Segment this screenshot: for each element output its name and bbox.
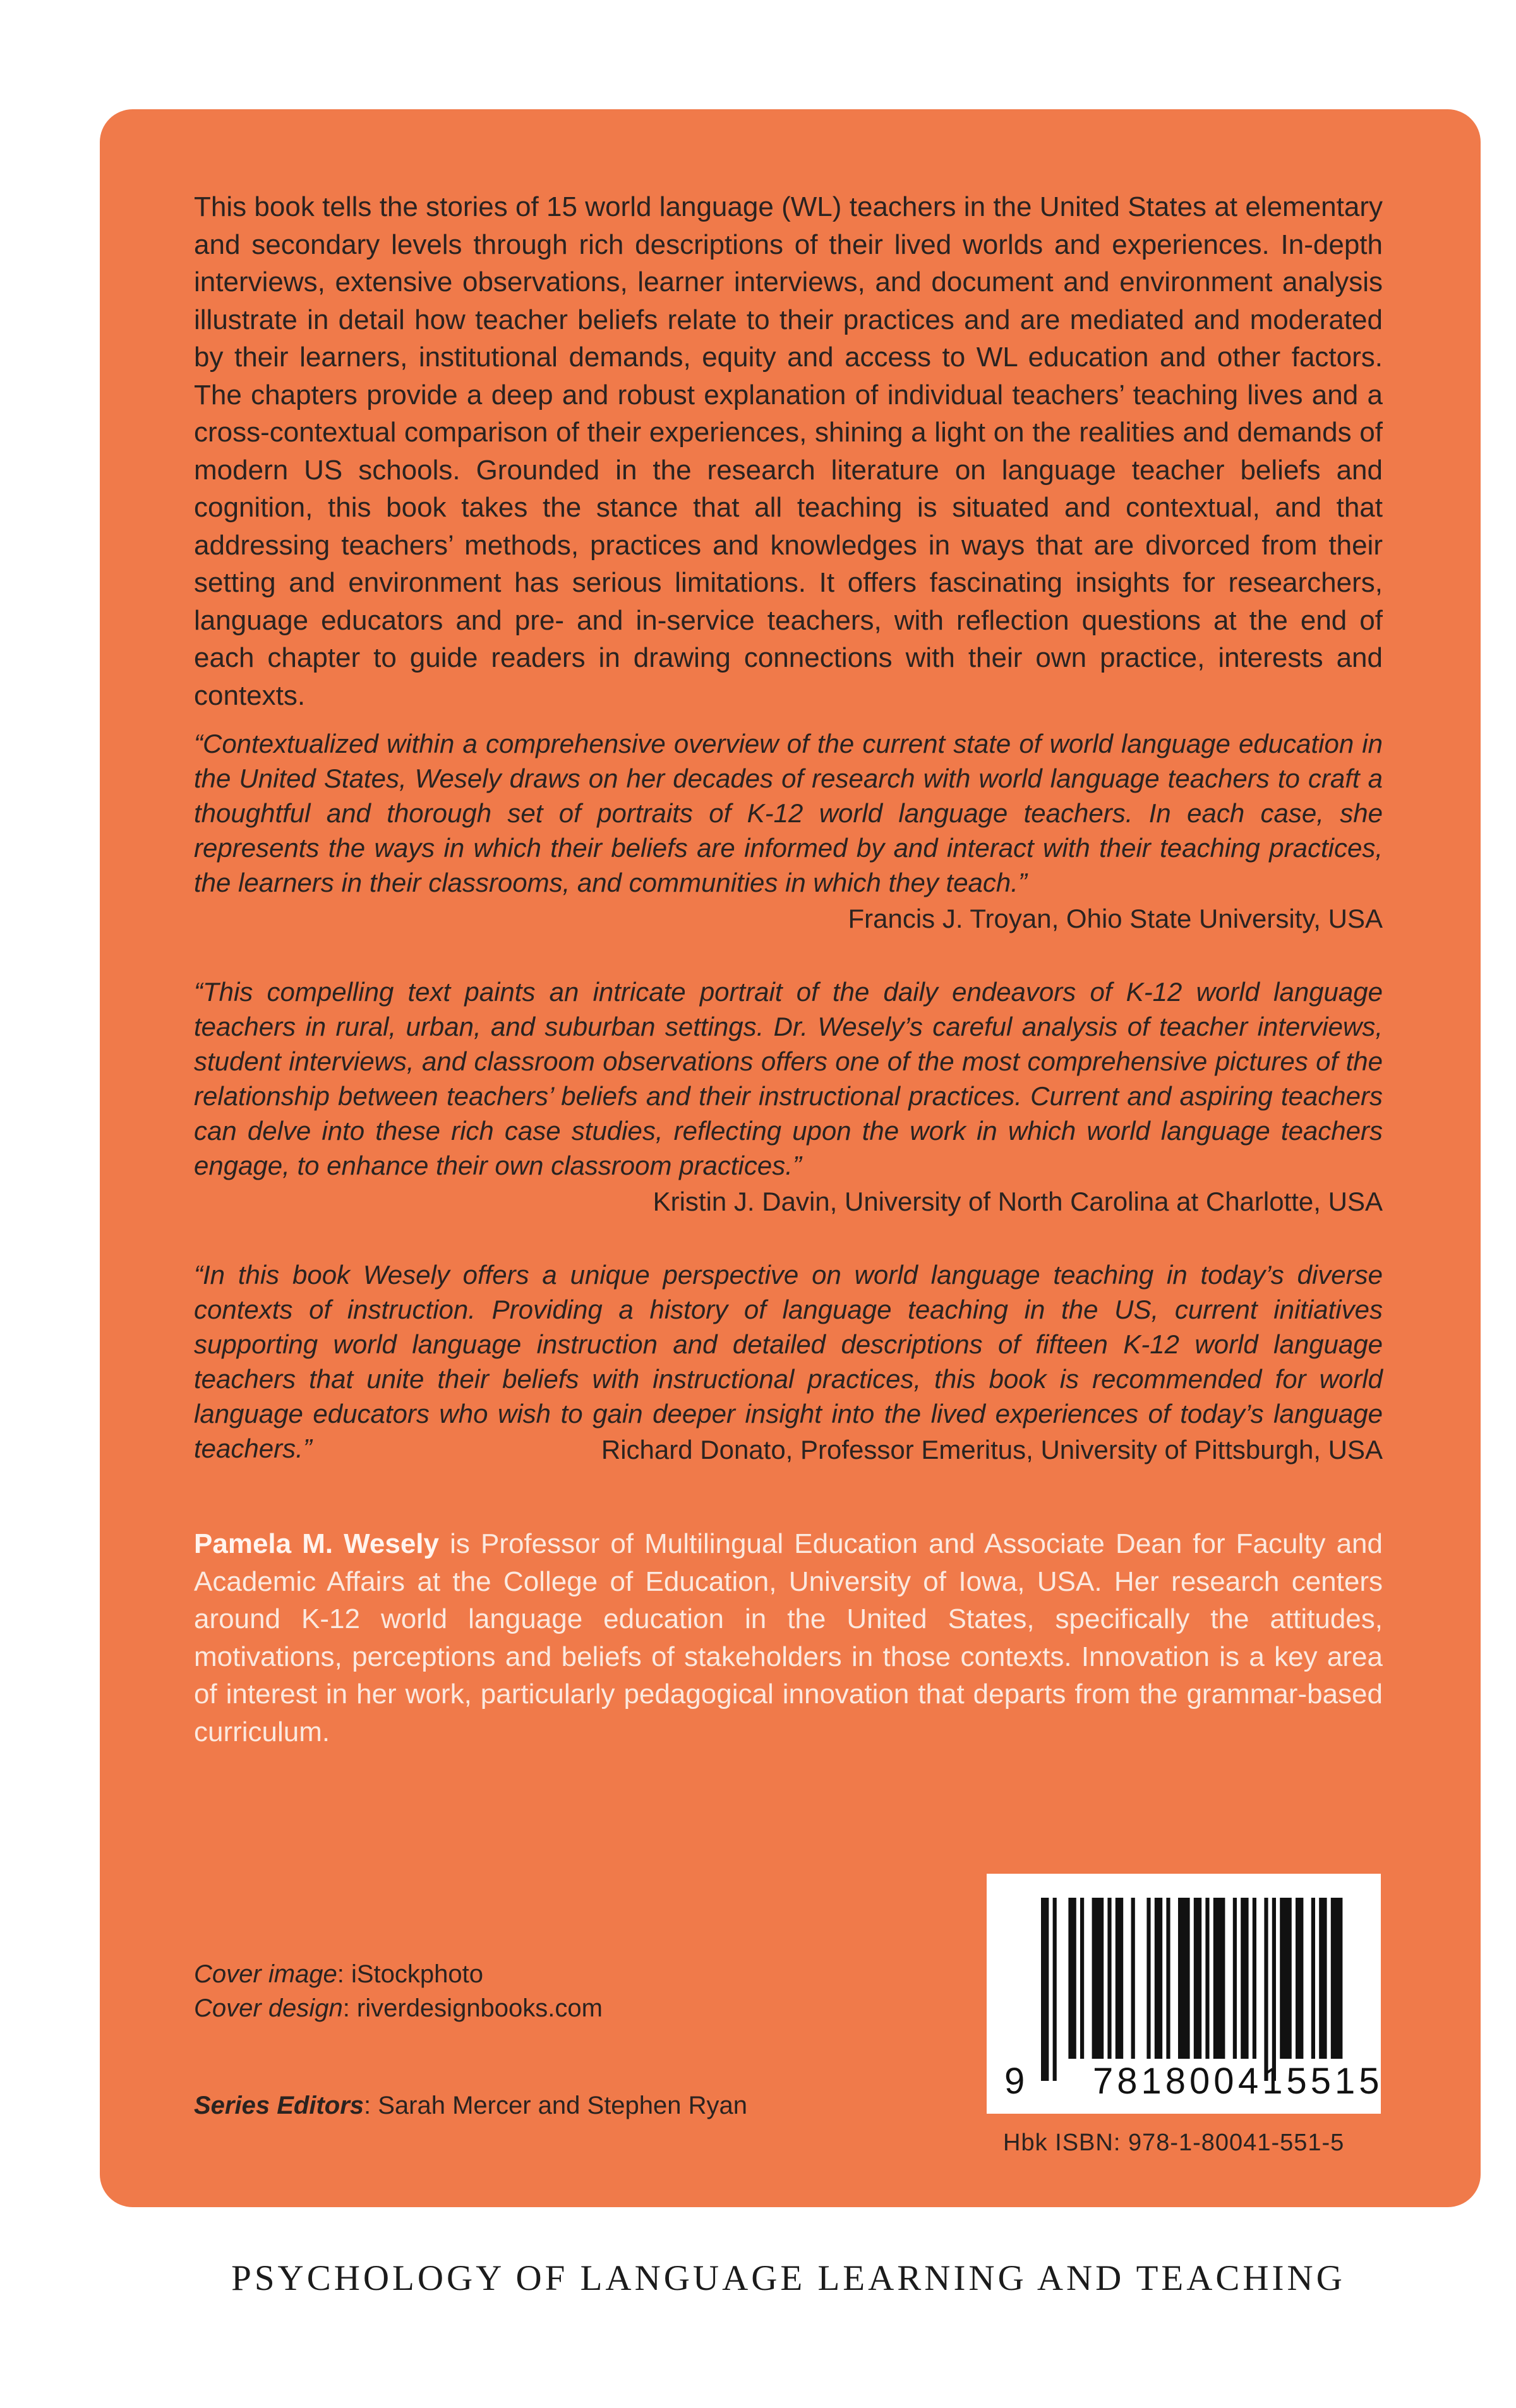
barcode-bar: [1233, 1898, 1237, 2059]
barcode-bar: [1213, 1898, 1225, 2059]
author-bio: [194, 1525, 1383, 1751]
series-editors-label: Series Editors: [194, 2092, 364, 2119]
barcode-bar: [1331, 1898, 1343, 2059]
barcode: [987, 1874, 1381, 2114]
barcode-bar: [1311, 1898, 1315, 2059]
barcode-bar: [1296, 1898, 1303, 2059]
barcode-bar: [1253, 1898, 1256, 2059]
barcode-bar: [1264, 1898, 1268, 2081]
review-attribution-2: Kristin J. Davin, University of North Carolina at Charlotte, USA: [653, 1187, 1383, 1216]
isbn-label: Hbk ISBN: 978-1-80041-551-5: [1003, 2129, 1345, 2156]
series-editors-value: : Sarah Mercer and Stephen Ryan: [364, 2092, 748, 2119]
cover-design-label: Cover design: [194, 1994, 343, 2022]
cover-design-value: : riverdesignbooks.com: [342, 1994, 603, 2022]
barcode-bar: [1146, 1898, 1150, 2059]
review-attribution-1: Francis J. Troyan, Ohio State University, USA: [848, 904, 1383, 933]
barcode-bar: [1107, 1898, 1111, 2059]
series-title: PSYCHOLOGY OF LANGUAGE LEARNING AND TEACHING: [231, 2258, 1345, 2298]
barcode-digits-right: 415515: [1238, 2061, 1383, 2102]
barcode-bar: [1178, 1898, 1190, 2059]
series-editors-credit: [194, 2089, 747, 2123]
barcode-bar: [1166, 1898, 1170, 2059]
barcode-digits-left: 781800: [1093, 2061, 1238, 2102]
barcode-bar: [1241, 1898, 1248, 2059]
barcode-bar: [1319, 1898, 1326, 2059]
barcode-bar: [1280, 1898, 1292, 2059]
review-attribution-3: Richard Donato, Professor Emeritus, University of Pittsburgh, USA: [601, 1435, 1383, 1465]
barcode-bar: [1131, 1898, 1135, 2059]
book-description: This book tells the stories of 15 world language (WL) teachers in the United States at elementary and secondary levels through rich descriptions of their lived worlds and experiences. In-depth interviews, extensive observations, learner interviews, and document and environment analysis illustrate in detail how teacher beliefs relate to their practices and are mediated and moderated by their learners, institutional demands, equity and access to WL education and other factors. The chapters provide a deep and robust explanation of individual teachers’ teaching lives and a cross-contextual comparison of their experiences, shining a light on the realities and demands of modern US schools. Grounded in the research literature on language teacher beliefs and cognition, this book takes the stance that all teaching is situated and contextual, and that addressing teachers’ methods, practices and knowledges in ways that are divorced from their setting and environment has serious limitations. It offers fascinating insights for researchers, language educators and pre- and in-service teachers, with reflection questions at the end of each chapter to guide readers in drawing connections with their own practice, interests and contexts.: [194, 191, 1383, 711]
cover-image-label: Cover image: [194, 1960, 337, 1988]
barcode-bar: [1205, 1898, 1209, 2059]
cover-design-credit: [194, 1992, 603, 2025]
barcode-bar: [1116, 1898, 1123, 2059]
barcode-bar: [1080, 1898, 1084, 2059]
barcode-bar: [1272, 1898, 1276, 2081]
author-name: Pamela M. Wesely: [194, 1528, 439, 1559]
review-quote-3: “In this book Wesely offers a unique perspective on world language teaching in today’s diverse contexts of instruction. Providing a history of language teaching in the US, current initiatives supporting world language instruction and detailed descriptions of fifteen K-12 world language teachers that unite their beliefs with instructional practices, this book is recommended for world language educators who wish to gain deeper insight into the lived experiences of today’s language teachers.”: [194, 1260, 1383, 1463]
barcode-bar: [1194, 1898, 1201, 2059]
barcode-bar: [1068, 1898, 1076, 2059]
cover-image-value: : iStockphoto: [337, 1960, 484, 1988]
cover-image-credit: [194, 1958, 483, 1991]
barcode-bar: [1053, 1898, 1057, 2081]
barcode-bar: [1041, 1898, 1049, 2081]
barcode-bar: [1092, 1898, 1104, 2059]
barcode-digit-first: 9: [1004, 2061, 1025, 2102]
review-quote-2: “This compelling text paints an intricate portrait of the daily endeavors of K-12 world language teachers in rural, urban, and suburban settings. Dr. Wesely’s careful analysis of teacher interviews, student interviews, and classroom observations offers one of the most comprehensive pictures of the relationship between teachers’ beliefs and their instructional practices. Current and aspiring teachers can delve into these rich case studies, reflecting upon the work in which world language teachers engage, to enhance their own classroom practices.”: [194, 977, 1383, 1180]
review-quote-1: “Contextualized within a comprehensive overview of the current state of world language education in the United States, Wesely draws on her decades of research with world language teachers to craft a thoughtful and thorough set of portraits of K-12 world language teachers. In each case, she represents the ways in which their beliefs are informed by and interact with their teaching practices, the learners in their classrooms, and communities in which they teach.”: [194, 729, 1383, 897]
author-bio-text: is Professor of Multilingual Education and Associate Dean for Faculty and Academic Affairs at the College of Education, University of Iowa, USA. Her research centers around K-12 world language education in the United States, specifically the attitudes, motivations, perceptions and beliefs of stakeholders in those contexts. Innovation is a key area of interest in her work, particularly pedagogical innovation that departs from the grammar-based curriculum.: [194, 1528, 1383, 1747]
barcode-bar: [1155, 1898, 1162, 2059]
